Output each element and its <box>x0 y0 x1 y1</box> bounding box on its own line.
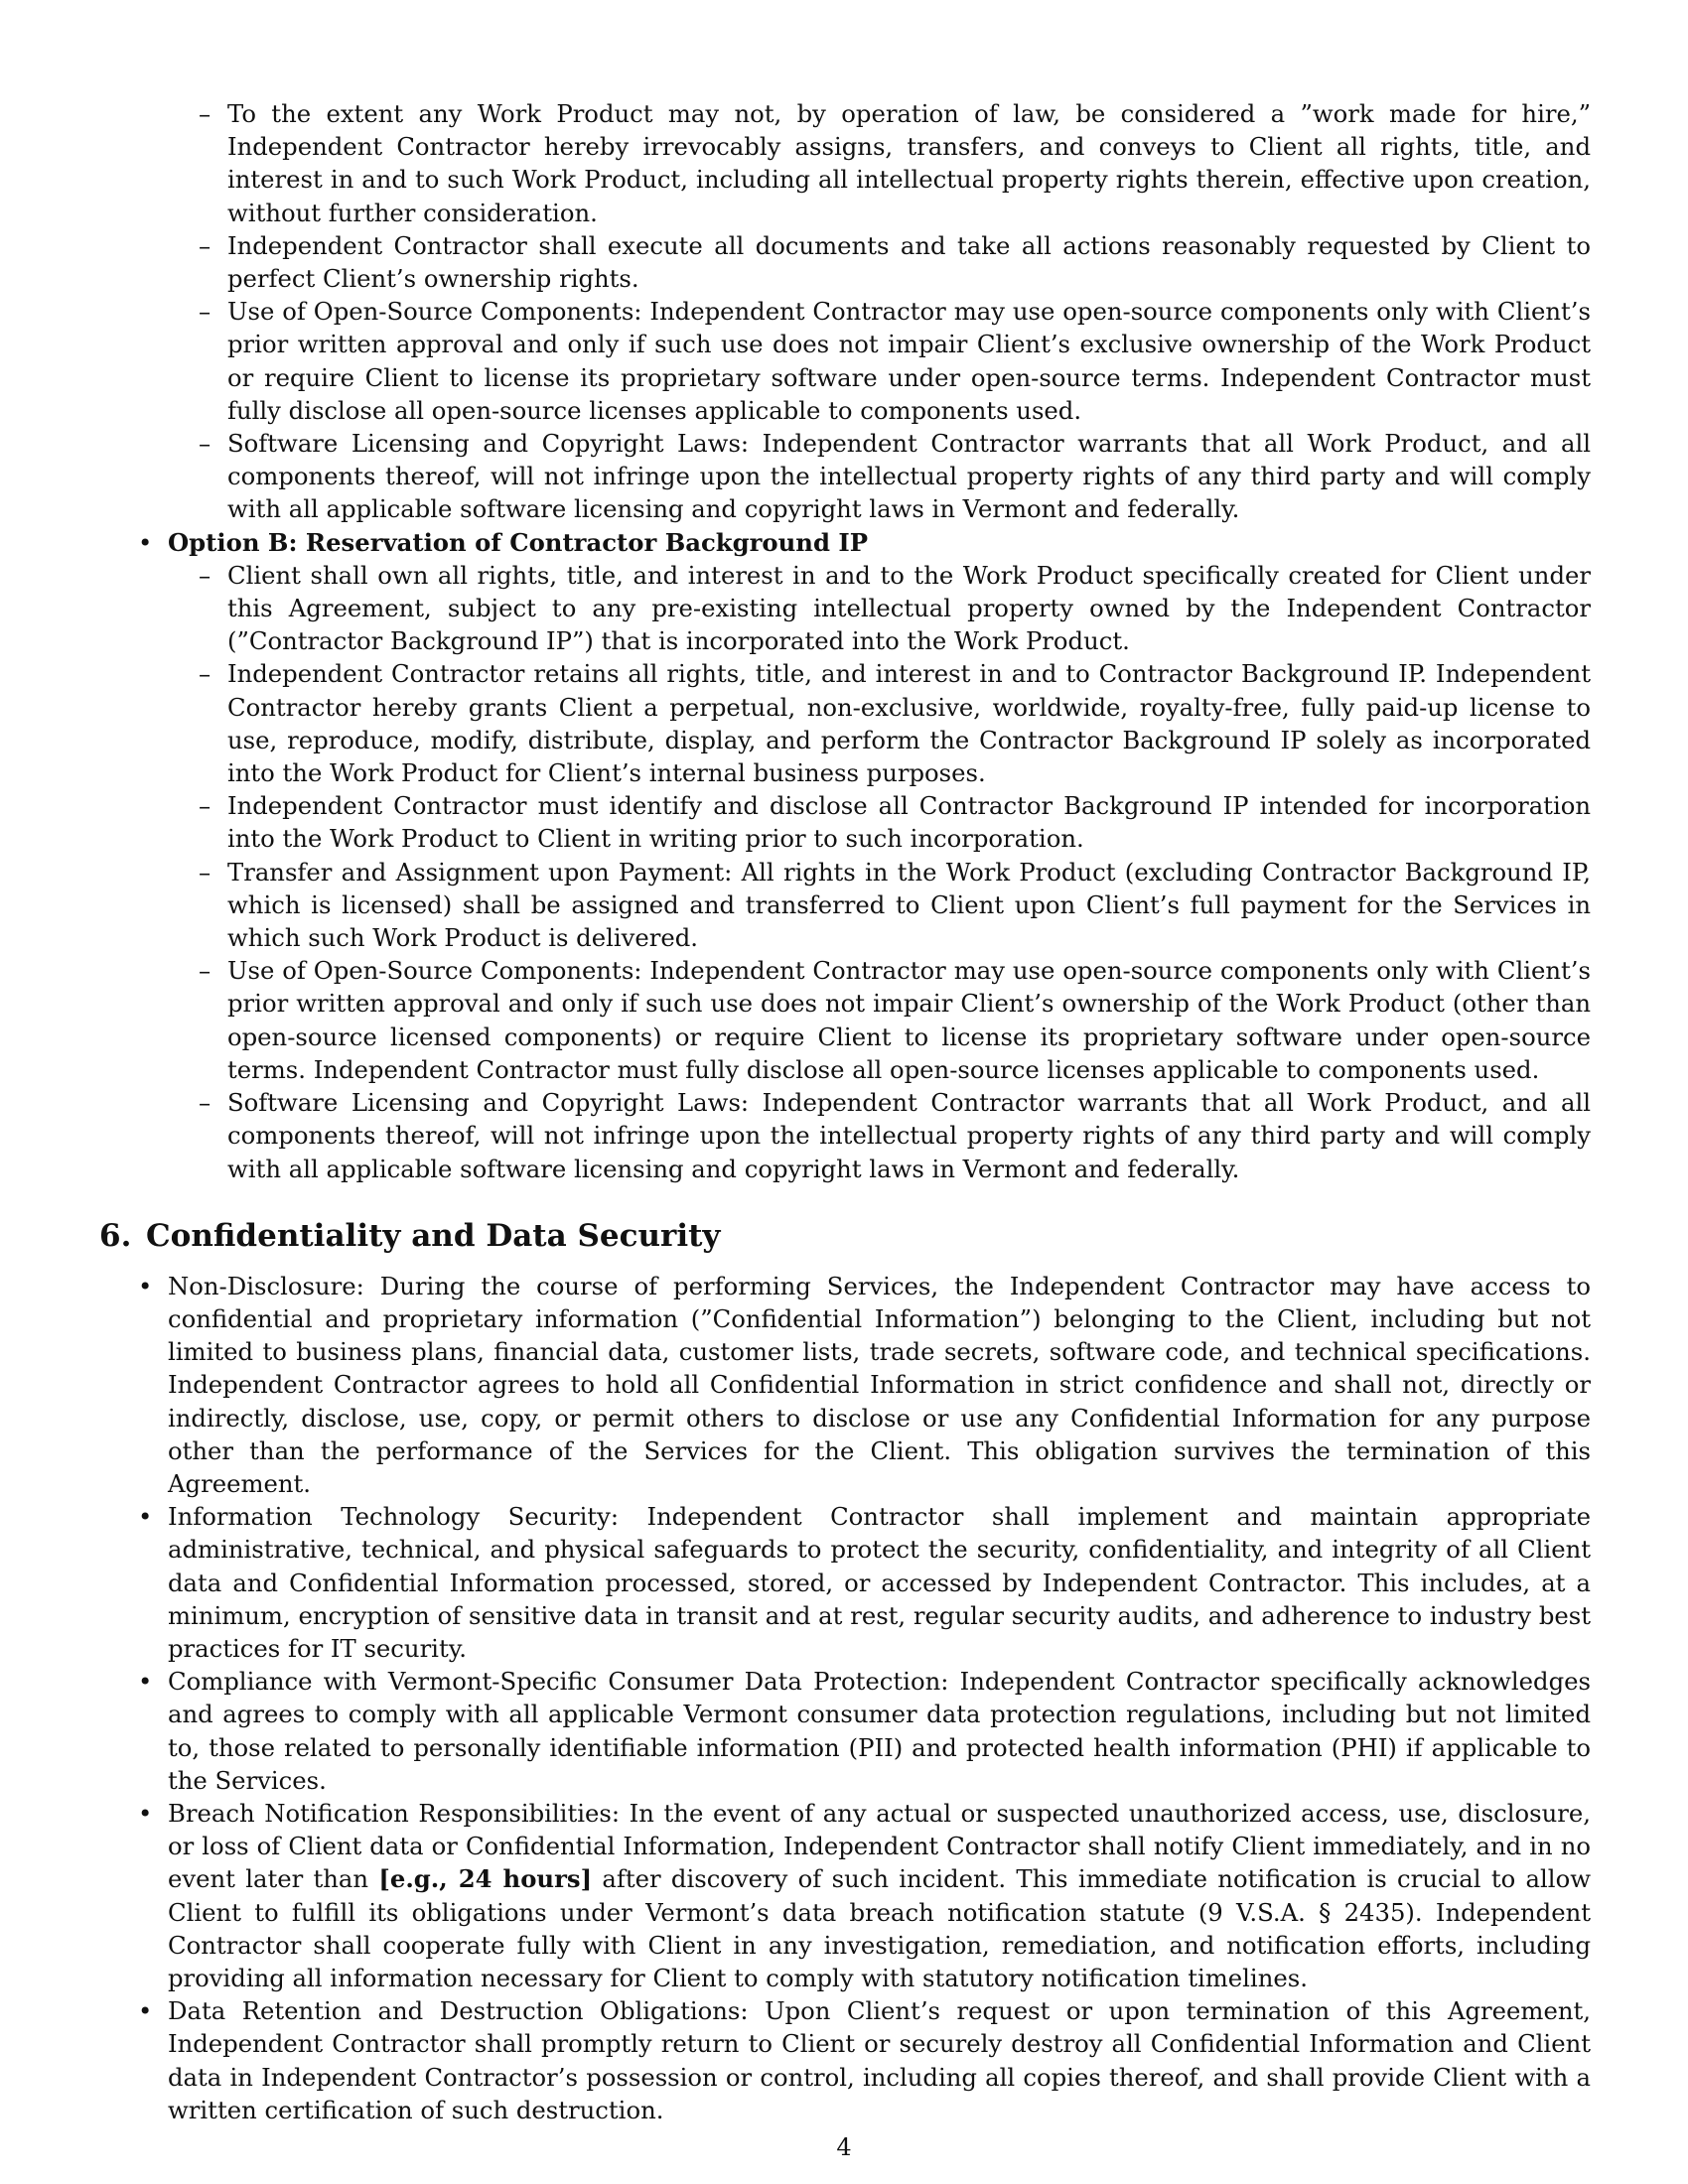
option-a-list <box>99 97 1591 526</box>
option-b-item: – Software Licensing and Copyright Laws: Independent Contractor warrants that all Work Product, and all components thereof, will not infringe upon the intellectual property rights of any third party and will comply with all applicable software licensing and copyright laws in Vermont and federally. <box>227 1086 1591 1185</box>
data-retention-text: Data Retention and Destruction Obligations: Upon Client’s request or upon termination of this Agreement, Independent Contractor shall promptly return to Client or securely destroy all Confidential Information and Client data in Independent Contractor’s possession or control, including all copies thereof, and shall provide Client with a written certification of such destruction. <box>168 1996 1591 2124</box>
section-title: Confidentiality and Data Security <box>146 1217 721 1254</box>
section6-item <box>138 1270 1591 1500</box>
section6-item <box>138 1994 1591 2126</box>
option-b-item: – Independent Contractor must identify and disclose all Contractor Background IP intended for incorporation into the Work Product to Client in writing prior to such incorporation. <box>227 789 1591 855</box>
option-b-item: – Use of Open-Source Components: Independent Contractor may use open-source components only with Client’s prior written approval and only if such use does not impair Client’s ownership of the Work Product (other than open-source licensed components) or require Client to license its proprietary software under open-source terms. Independent Contractor must fully disclose all open-source licenses applicable to components used. <box>227 954 1591 1086</box>
option-b-item: – Transfer and Assignment upon Payment: All rights in the Work Product (excluding Contractor Background IP, which is licensed) shall be assigned and transferred to Client upon Client’s full payment for the Services in which such Work Product is delivered. <box>227 856 1591 955</box>
page-content <box>99 97 1591 2126</box>
section6-item <box>138 1797 1592 1994</box>
option-b-item: – Independent Contractor retains all rights, title, and interest in and to Contractor Background IP. Independent Contractor hereby grants Client a perpetual, non-exclusive, worldwide, royalty-free, fully paid-up license to use, reproduce, modify, distribute, display, and perform the Contractor Background IP solely as incorporated into the Work Product for Client’s internal business purposes. <box>227 657 1591 789</box>
bullet-marker: • <box>138 1667 153 1697</box>
bullet-marker: • <box>138 1996 153 2026</box>
bullet-marker: • <box>138 1798 153 1828</box>
it-security-text: Information Technology Security: Independent Contractor shall implement and maintain appropriate administrative, technical, and physical safeguards to protect the security, confidentiality, and integrity of all Client data and Confidential Information processed, stored, or accessed by Independent Contractor. This includes, at a minimum, encryption of sensitive data in transit and at rest, regular security audits, and adherence to industry best practices for IT security. <box>168 1502 1591 1663</box>
option-b-item: – Client shall own all rights, title, and interest in and to the Work Product specifically created for Client under this Agreement, subject to any pre-existing intellectual property owned by the Independent Contractor (”Contractor Background IP”) that is incorporated into the Work Product. <box>227 559 1591 658</box>
breach-deadline-placeholder: [e.g., 24 hours] <box>378 1864 593 1894</box>
option-b <box>138 526 1591 1185</box>
option-a-item: – To the extent any Work Product may not, by operation of law, be considered a ”work made for hire,” Independent Contractor hereby irrevocably assigns, transfers, and conveys to Client all rights, title, and interest in and to such Work Product, including all intellectual property rights therein, effective upon creation, without further consideration. <box>227 97 1591 229</box>
page-number: 4 <box>836 2133 852 2161</box>
section6-list <box>99 1270 1591 2126</box>
bullet-marker: • <box>138 1502 153 1532</box>
vermont-compliance-text: Compliance with Vermont-Specific Consumer Data Protection: Independent Contractor specifically acknowledges and agrees to comply with all applicable Vermont consumer data protection regulations, including but not limited to, those related to personally identifiable information (PII) and protected health information (PHI) if applicable to the Services. <box>168 1667 1591 1795</box>
bullet-marker: • <box>138 527 153 557</box>
option-a-item: – Software Licensing and Copyright Laws: Independent Contractor warrants that all Work Product, and all components thereof, will not infringe upon the intellectual property rights of any third party and will comply with all applicable software licensing and copyright laws in Vermont and federally. <box>227 427 1591 526</box>
non-disclosure-text: Non-Disclosure: During the course of performing Services, the Independent Contractor may have access to confidential and proprietary information (”Confidential Information”) belonging to the Client, including but not limited to business plans, financial data, customer lists, trade secrets, software code, and technical specifications. Independent Contractor agrees to hold all Confidential Information in strict confidence and shall not, directly or indirectly, disclose, use, copy, or permit others to disclose or use any Confidential Information for any purpose other than the performance of the Services for the Client. This obligation survives the termination of this Agreement. <box>168 1271 1591 1498</box>
breach-text-after: after discovery of such incident. This immediate notification is crucial to allow Client to fulfill its obligations under Vermont’s data breach notification statute (9 V.S.A. § 2435). Independent Contractor shall cooperate fully with Client in any investigation, remediation, and notification efforts, including providing all information necessary for Client to comply with statutory notification timelines. <box>168 1864 1592 1992</box>
section6-item <box>138 1500 1591 1665</box>
section-heading <box>99 1216 1591 1256</box>
option-b-items <box>168 559 1591 1185</box>
bullet-marker: • <box>138 1271 153 1300</box>
option-b-list <box>99 526 1591 1185</box>
section6-item <box>138 1665 1591 1797</box>
section-number: 6. <box>99 1217 132 1254</box>
option-b-title: Option B: Reservation of Contractor Background IP <box>168 527 869 557</box>
option-a-item: – Use of Open-Source Components: Independent Contractor may use open-source components only with Client’s prior written approval and only if such use does not impair Client’s exclusive ownership of the Work Product or require Client to license its proprietary software under open-source terms. Independent Contractor must fully disclose all open-source licenses applicable to components used. <box>227 295 1591 427</box>
option-a-item: – Independent Contractor shall execute all documents and take all actions reasonably requested by Client to perfect Client’s ownership rights. <box>227 229 1591 295</box>
breach-text-before: Breach Notification Responsibilities: In the event of any actual or suspected unauthorized access, use, disclosure, or loss of Client data or Confidential Information, Independent Contractor shall notify Client immediately, and in no event later than <box>168 1798 1591 1894</box>
